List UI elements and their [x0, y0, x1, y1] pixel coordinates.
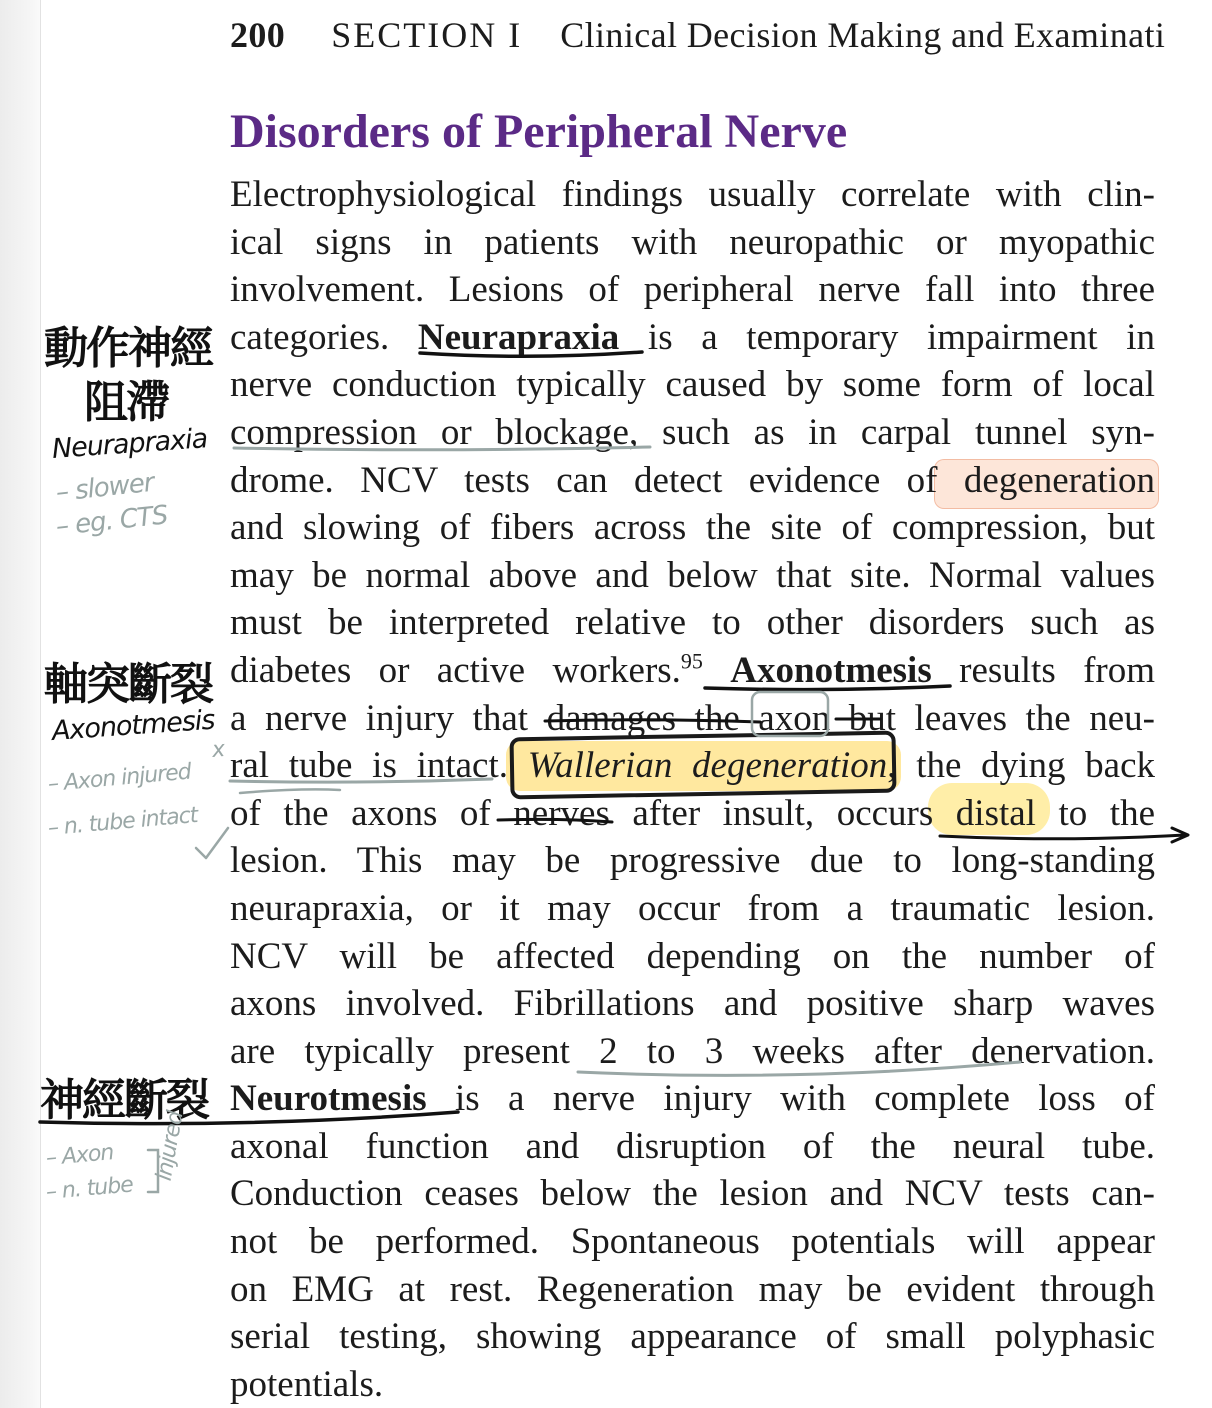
text-run [703, 650, 730, 691]
text-line [230, 314, 1155, 362]
text-run: categories. [230, 316, 418, 358]
text-run: serial testing, showing appearance of small polyphasic [230, 1316, 1155, 1358]
check-mark [196, 828, 228, 858]
text-line [230, 599, 1155, 647]
margin-note-eg-cts: – eg. CTS [54, 500, 169, 542]
text-run: a nerve injury that damages the axon but leaves the neu- [230, 697, 1155, 739]
margin-note-neurotmesis-cjk: 神經斷裂 [40, 1075, 208, 1126]
running-title: Clinical Decision Making and Examinati [560, 15, 1166, 55]
text-line [230, 1123, 1155, 1171]
text-run: potentials. [230, 1363, 384, 1405]
text-line [230, 1075, 1155, 1123]
text-run: axons involved. Fibrillations and positive sharp waves [230, 983, 1155, 1025]
margin-note-axon-injured: – Axon injured [46, 759, 192, 797]
text-run: NCV will be affected depending on the number of [230, 935, 1155, 977]
text-run: is a nerve injury with complete loss of [426, 1078, 1155, 1120]
margin-note-axon: – Axon [44, 1140, 115, 1171]
text-run: on EMG at rest. Regeneration may be evident through [230, 1268, 1155, 1310]
text-line [230, 933, 1155, 981]
text-line [230, 1313, 1155, 1361]
text-run: of the axons of nerves after insult, occurs distal to the [230, 792, 1155, 834]
text-line [230, 1170, 1155, 1218]
margin-note-slower: – slower [54, 467, 155, 508]
text-run: involvement. Lesions of peripheral nerve fall into three [230, 269, 1155, 311]
text-line [230, 837, 1155, 885]
margin-note-n-tube: – n. tube [44, 1172, 134, 1205]
text-line [230, 1028, 1155, 1076]
text-run: compression or blockage, such as in carpal tunnel syn- [230, 411, 1155, 453]
text-line [230, 552, 1155, 600]
text-run: may be normal above and below that site. Normal values [230, 554, 1155, 596]
text-run: Electrophysiological findings usually correlate with clin- [230, 174, 1155, 215]
text-line [230, 266, 1155, 314]
text-run: ral tube is intact. [230, 745, 528, 787]
text-run: ical signs in patients with neuropathic or myopathic [230, 221, 1155, 263]
text-run: axonal function and disruption of the neural tube. [230, 1125, 1155, 1167]
citation: 95 [680, 648, 703, 674]
running-head [230, 14, 1165, 56]
margin-note-axonotmesis-cjk: 軸突斷裂 [44, 659, 212, 710]
margin-note-tube-intact: – n. tube intact [46, 802, 199, 841]
text-run: , the dying back [887, 745, 1156, 787]
text-line [230, 1218, 1155, 1266]
page-gutter [0, 0, 41, 1408]
key-term: Neurapraxia [417, 316, 620, 358]
text-run: are typically present 2 to 3 weeks after denervation. [230, 1030, 1155, 1072]
text-line [230, 504, 1155, 552]
section-label: SECTION I [331, 15, 523, 55]
text-run: is a temporary impairment in [619, 316, 1155, 358]
text-line [230, 1361, 1155, 1408]
text-line [230, 885, 1155, 933]
text-line [230, 457, 1155, 505]
text-line [230, 171, 1155, 219]
text-run: results from [931, 649, 1156, 691]
margin-note-axonotmesis-term: Axonotmesis [50, 704, 216, 747]
section-heading: Disorders of Peripheral Nerve [230, 105, 848, 158]
text-line [230, 647, 1155, 695]
margin-note-x-mark: x [210, 736, 226, 763]
text-run: drome. NCV tests can detect evidence of degeneration [230, 459, 1155, 501]
key-term: Axonotmesis [730, 649, 932, 691]
margin-note-injured: injured [151, 1109, 189, 1183]
text-line [230, 790, 1155, 838]
text-line [230, 361, 1155, 409]
text-run: not be performed. Spontaneous potentials will appear [230, 1221, 1155, 1263]
box-wallerian [509, 731, 896, 800]
text-run: Conduction ceases below the lesion and NCV tests can- [230, 1173, 1155, 1215]
text-line [230, 1266, 1155, 1314]
italic-term: Wallerian degeneration [527, 745, 888, 787]
key-term: Neurotmesis [230, 1078, 427, 1120]
margin-note-neurapraxia-term: Neurapraxia [50, 423, 209, 465]
text-line [230, 980, 1155, 1028]
text-run: and slowing of fibers across the site of compression, but [230, 507, 1155, 549]
text-run: diabetes or active workers. [230, 649, 681, 691]
text-run: must be interpreted relative to other disorders such as [230, 602, 1155, 644]
margin-note-neurapraxia-cjk-2: 阻滯 [84, 377, 168, 428]
text-line [230, 409, 1155, 457]
text-run: lesion. This may be progressive due to long-standing [230, 840, 1155, 882]
text-line [230, 219, 1155, 267]
text-run: neurapraxia, or it may occur from a traumatic lesion. [230, 887, 1155, 929]
page-number: 200 [230, 15, 286, 55]
text-run: nerve conduction typically caused by some form of local [230, 364, 1155, 406]
margin-note-neurapraxia-cjk-1: 動作神經 [44, 323, 212, 374]
